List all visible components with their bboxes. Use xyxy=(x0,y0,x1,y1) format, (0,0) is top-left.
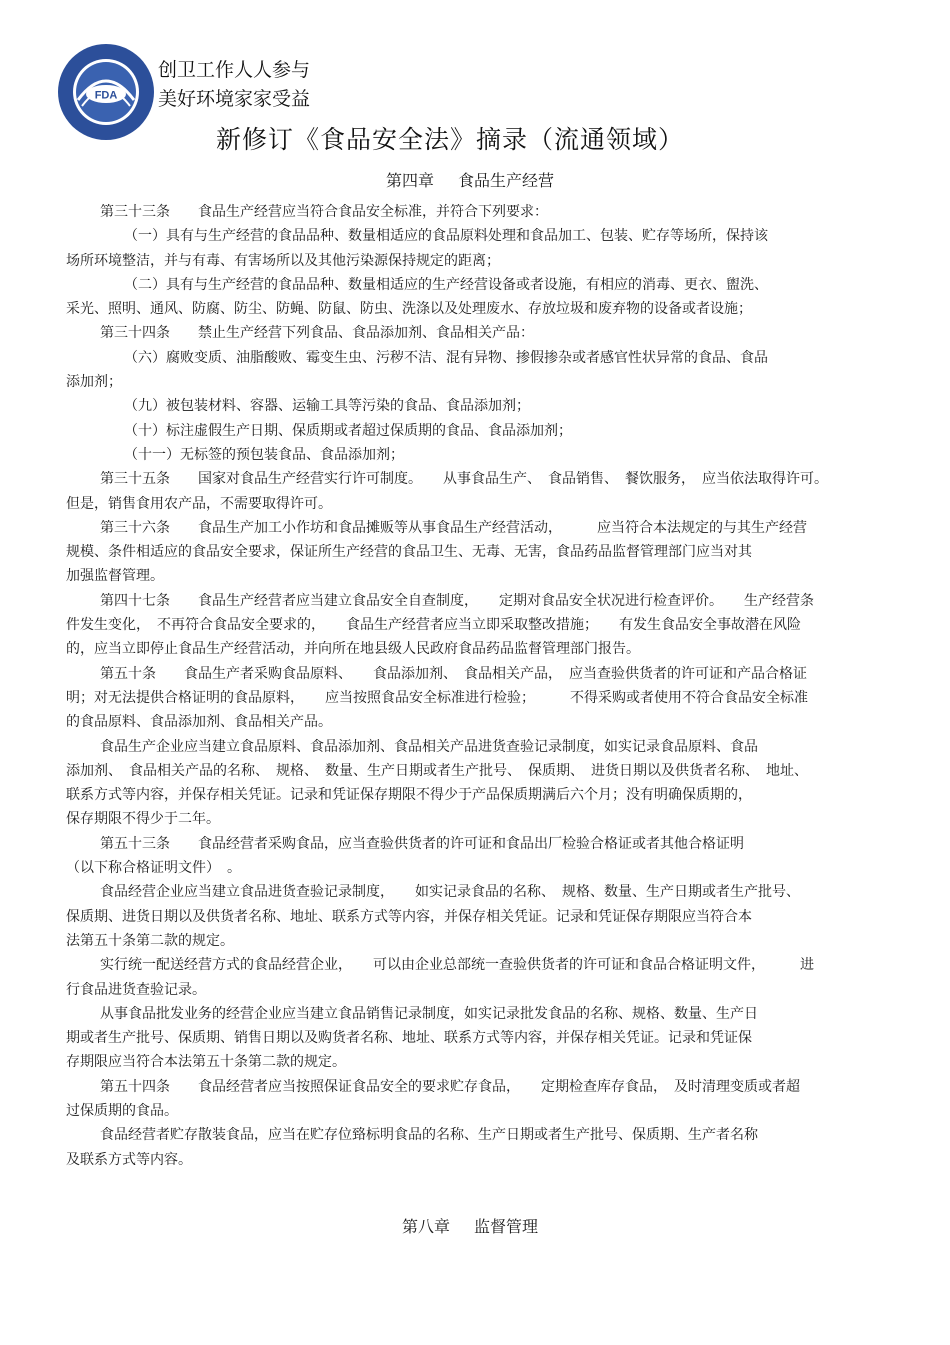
law-text xyxy=(66,200,886,1172)
slogan-line-2: 美好环境家家受益 xyxy=(158,88,311,110)
text-line: （九）被包装材料、容器、运输工具等污染的食品、食品添加剂； xyxy=(124,398,530,415)
text-line: 第五十三条 食品经营者采购食品，应当查验供货者的许可证和食品出厂检验合格证或者其他合格证明 xyxy=(100,835,744,852)
text-line: 联系方式等内容，并保存相关凭证。记录和凭证保存期限不得少于产品保质期满后六个月；没有明确保质期的， xyxy=(66,787,752,804)
text-line: 保存期限不得少于二年。 xyxy=(66,811,220,828)
slogan xyxy=(158,56,310,114)
text-line: 第三十六条 食品生产加工小作坊和食品摊贩等从事食品生产经营活动， 应当符合本法规定的与其生产经营 xyxy=(100,519,807,536)
text-line: 的食品原料、食品添加剂、食品相关产品。 xyxy=(66,714,332,731)
text-line: 行食品进货查验记录。 xyxy=(66,981,206,998)
text-line: 食品生产企业应当建立食品原料、食品添加剂、食品相关产品进货查验记录制度，如实记录食品原料、食品 xyxy=(100,738,758,755)
chapter-heading-8 xyxy=(0,1214,940,1237)
fda-abbr: FDA xyxy=(94,89,118,102)
text-line: （十一）无标签的预包装食品、食品添加剂； xyxy=(124,446,404,463)
text-line: 过保质期的食品。 xyxy=(66,1102,178,1119)
text-line: 的，应当立即停止食品生产经营活动，并向所在地县级人民政府食品药品监督管理部门报告。 xyxy=(66,641,640,658)
text-line: 期或者生产批号、保质期、销售日期以及购货者名称、地址、联系方式等内容，并保存相关凭证。记录和凭证保 xyxy=(66,1030,752,1047)
text-line: 及联系方式等内容。 xyxy=(66,1151,192,1168)
text-line: 从事食品批发业务的经营企业应当建立食品销售记录制度，如实记录批发食品的名称、规格、数量、生产日 xyxy=(100,1005,758,1022)
text-line: 存期限应当符合本法第五十条第二款的规定。 xyxy=(66,1054,346,1071)
text-line: 第三十三条 食品生产经营应当符合食品安全标准，并符合下列要求： xyxy=(100,204,548,220)
text-line: 场所环境整洁，并与有毒、有害场所以及其他污染源保持规定的距离； xyxy=(66,252,500,269)
chapter-heading-4 xyxy=(0,168,940,191)
slogan-line-1: 创卫工作人人参与 xyxy=(158,59,311,81)
text-line: 但是，销售食用农产品，不需要取得许可。 xyxy=(66,495,332,512)
text-line: 保质期、进货日期以及供货者名称、地址、联系方式等内容，并保存相关凭证。记录和凭证保存期限应当符合本 xyxy=(66,908,752,925)
text-line: 第五十四条 食品经营者应当按照保证食品安全的要求贮存食品， 定期检查库存食品， 及时清理变质或者超 xyxy=(100,1078,800,1095)
text-line: 加强监督管理。 xyxy=(66,568,164,585)
chapter-8-number: 第八章 xyxy=(401,1217,450,1236)
text-line: 第四十七条 食品生产经营者应当建立食品安全自查制度， 定期对食品安全状况进行检查评价。 生产经营条 xyxy=(100,592,814,609)
text-line: 第三十四条 禁止生产经营下列食品、食品添加剂、食品相关产品： xyxy=(100,325,534,342)
chapter-8-name: 监督管理 xyxy=(474,1217,539,1236)
text-line: （六）腐败变质、油脂酸败、霉变生虫、污秽不洁、混有异物、掺假掺杂或者感官性状异常的食品、食品 xyxy=(124,349,768,366)
text-line: 实行统一配送经营方式的食品经营企业， 可以由企业总部统一查验供货者的许可证和食品合格证明文件， 进 xyxy=(100,957,814,974)
text-line: 第五十条 食品生产者采购食品原料、 食品添加剂、 食品相关产品， 应当查验供货者的许可证和产品合格证 xyxy=(100,665,807,682)
text-line: 第三十五条 国家对食品生产经营实行许可制度。 从事食品生产、 食品销售、 餐饮服务， 应当依法取得许可。 xyxy=(100,471,828,488)
page-title: 新修订《食品安全法》摘录（流通领域） xyxy=(215,125,684,154)
chapter-4-number: 第四章 xyxy=(385,171,434,190)
text-line: 添加剂； xyxy=(66,374,122,391)
chapter-4-name: 食品生产经营 xyxy=(458,171,555,190)
text-line: 规模、条件相适应的食品安全要求，保证所生产经营的食品卫生、无毒、无害，食品药品监督管理部门应当对其 xyxy=(66,544,752,561)
text-line: 添加剂、 食品相关产品的名称、 规格、 数量、生产日期或者生产批号、 保质期、 进货日期以及供货者名称、 地址、 xyxy=(66,762,808,779)
text-line: （一）具有与生产经营的食品品种、数量相适应的食品原料处理和食品加工、包装、贮存等场所，保持该 xyxy=(124,228,768,245)
text-line: 采光、照明、通风、防腐、防尘、防蝇、防鼠、防虫、洗涤以及处理废水、存放垃圾和废弃物的设备或者设施； xyxy=(66,301,752,318)
text-line: 件发生变化， 不再符合食品安全要求的， 食品生产经营者应当立即采取整改措施； 有发生食品安全事故潜在风险 xyxy=(66,617,801,634)
text-line: 食品经营者贮存散装食品，应当在贮存位臵标明食品的名称、生产日期或者生产批号、保质期、生产者名称 xyxy=(100,1127,758,1144)
text-line: （十）标注虚假生产日期、保质期或者超过保质期的食品、食品添加剂； xyxy=(124,422,572,439)
text-line: （二）具有与生产经营的食品品种、数量相适应的生产经营设备或者设施，有相应的消毒、更衣、盥洗、 xyxy=(124,276,768,293)
text-line: 食品经营企业应当建立食品进货查验记录制度， 如实记录食品的名称、 规格、数量、生产日期或者生产批号、 xyxy=(100,884,800,901)
text-line: （以下称合格证明文件） 。 xyxy=(66,860,241,877)
text-line: 明；对无法提供合格证明的食品原料， 应当按照食品安全标准进行检验； 不得采购或者使用不符合食品安全标准 xyxy=(66,689,808,706)
text-line: 法第五十条第二款的规定。 xyxy=(66,932,234,949)
